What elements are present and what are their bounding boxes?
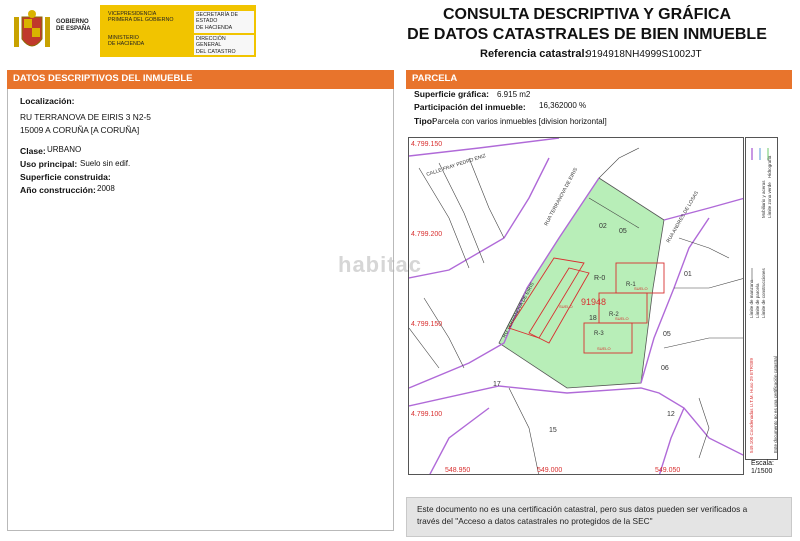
graphic-area-label: Superficie gráfica: [414,89,489,99]
suelo-label: SUELO [634,286,648,291]
parcel-line [469,158,504,238]
legend-item: Mobiliario y aceras [761,180,766,218]
verification-note [406,497,792,537]
class-label: Clase: [20,146,46,156]
cadastral-map [408,137,744,475]
street-label: RU TERRANOVA DE EIRIS [501,281,536,339]
coord-x-label: 549.000 [537,467,563,474]
main-use-label: Uso principal: [20,159,78,169]
boundary-line [659,408,684,475]
document-title: CONSULTA DESCRIPTIVA Y GRÁFICA DE DATOS CATASTRALES DE BIEN INMUEBLE [407,6,767,43]
section-header-parcel: PARCELA [406,70,792,87]
coord-y-label: 4.799.100 [411,411,443,418]
legend-item: Hidrografía [767,155,772,178]
participation-value: 16,362000 % [539,101,587,110]
type-label: Tipo: [414,116,435,126]
construction-year-label: Año construcción: [20,185,96,195]
watermark: habitac [338,252,423,277]
street-label: RUA ANDRES DE LOSAS [665,190,701,244]
secretariat-label: SECRETARÍA DE ESTADO DE HACIENDA [194,11,254,33]
legend-item: Límite de parcela [755,283,760,318]
legend-item: 549.100 Coordenadas U.T.M. Huso 29 ETRS89 [749,357,754,453]
parcel-line [509,388,539,475]
coat-of-arms-icon [12,9,52,55]
lot-label: 02 [599,223,607,230]
address-line-1: RU TERRANOVA DE EIRIS 3 N2-5 [20,112,151,122]
cadastral-map-drawing [409,138,744,475]
coord-y-label: 4.799.200 [411,231,443,238]
map-legend [745,137,778,460]
cadastral-reference-label: Referencia catastral: [480,48,589,60]
lot-label: 05 [619,228,627,235]
boundary-line [429,408,489,475]
coord-x-label: 548.950 [445,467,471,474]
scale-label: Escala: [751,460,774,467]
lot-label: 01 [684,271,692,278]
type-value: Parcela con varios inmuebles [division horizontal] [432,117,607,126]
catastro-directorate-label: DIRECCIÓN GENERAL DEL CATASTRO [194,35,254,55]
boundary-line [664,198,744,220]
lot-label: R-3 [594,331,604,337]
graphic-area-value: 6.915 m2 [497,90,531,99]
construction-year-value: 2008 [97,184,115,193]
descriptive-panel [7,89,394,531]
parcel-line [674,278,744,288]
suelo-label: SUELO [615,316,629,321]
built-area-label: Superficie construida: [20,172,111,182]
class-value: URBANO [47,145,82,154]
lot-label: 15 [549,427,557,434]
note-line-1: Este documento no es una certificación catastral, pero sus datos pueden ser verificados a [417,504,748,514]
vicepresidency-label: VICEPRESIDENCIA PRIMERA DEL GOBIERNO [108,11,174,24]
ministry-label: MINISTERIO DE HACIENDA [108,35,145,48]
coord-y-label: 4.799.150 [411,321,443,328]
parcel-line [664,338,744,348]
lot-label: R-0 [594,275,606,282]
legend-item: Límite de manzana [749,279,754,318]
ministry-panel [100,5,256,57]
legend-item: Límite zona verde [767,182,772,218]
lot-label: R-1 [626,282,636,288]
government-logo-block [8,5,256,57]
map-scale [745,460,778,478]
lot-label: 17 [493,381,501,388]
government-name: GOBIERNO DE ESPAÑA [56,19,91,32]
street-label: CALLE FRAY PEDRO ENIZ [425,153,487,178]
section-header-descriptive: DATOS DESCRIPTIVOS DEL INMUEBLE [7,70,394,87]
boundary-line [409,386,744,456]
cadastral-reference [480,48,702,60]
parcel-line [599,148,639,178]
main-use-value: Suelo sin edif. [80,159,131,168]
suelo-label: SUELO [597,346,611,351]
suelo-label: SUELO [559,304,573,309]
legend-item: Límite de construcciones [761,268,766,318]
address-line-2: 15009 A CORUÑA [A CORUÑA] [20,125,140,135]
coord-y-label: 4.799.150 [411,141,443,148]
lot-label: 18 [589,315,597,322]
lot-label: 06 [661,365,669,372]
cadastral-reference-value: 9194918NH4999S1002JT [586,49,702,60]
participation-label: Participación del inmueble: [414,102,526,112]
lot-label: 05 [663,331,671,338]
parcel-area [499,178,664,388]
parcel-number-label: 91948 [581,297,607,307]
parcel-line [409,328,439,368]
street-label: RUA TERRANOVA DE EIRIS [543,166,580,227]
coord-x-label: 549.050 [655,467,681,474]
legend-item: Este documento no es una certificación catastral [773,356,778,453]
parcel-line [419,168,469,268]
scale-value: 1/1500 [751,468,773,475]
location-label: Localización: [20,96,75,106]
lot-label: R-2 [609,312,619,318]
note-line-2: través del "Acceso a datos catastrales no protegidos de la SEC" [417,516,653,526]
parcel-line [424,298,464,368]
lot-label: 12 [667,411,675,418]
